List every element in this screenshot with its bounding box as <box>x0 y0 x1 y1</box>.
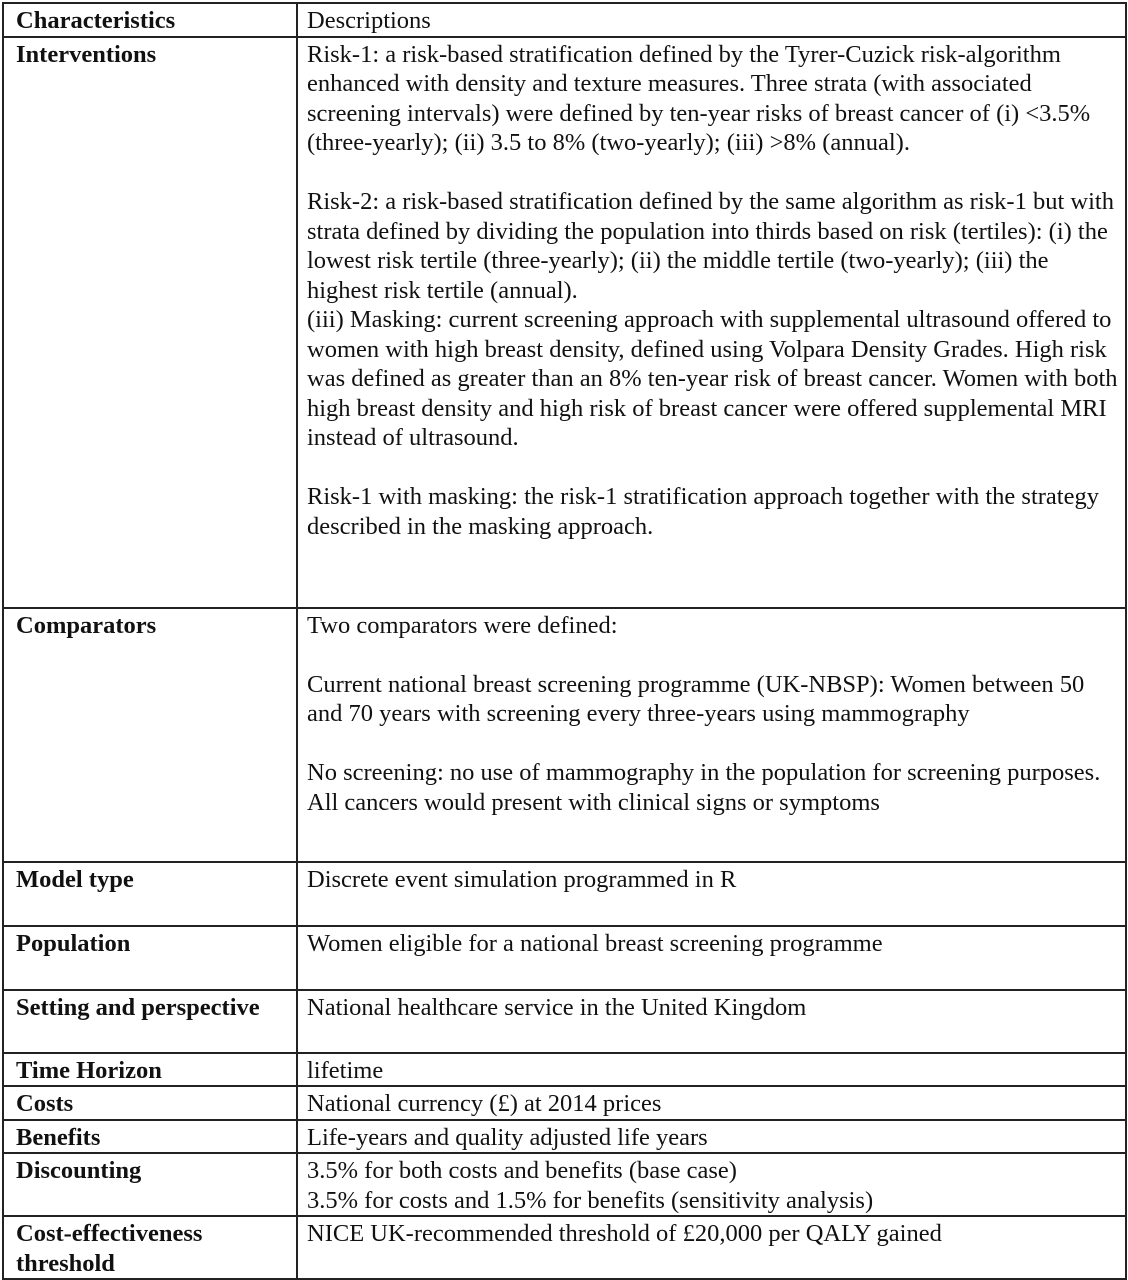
row-interventions <box>3 37 1126 608</box>
row-setting-and-perspective <box>3 990 1126 1053</box>
row-description-model-type: Discrete event simulation programmed in R <box>297 862 1126 926</box>
row-label-costs: Costs <box>3 1086 297 1120</box>
comparators-intro: Two comparators were defined: <box>307 611 618 639</box>
discounting-base-case: 3.5% for both costs and benefits (base case) <box>307 1157 737 1184</box>
intervention-risk-2: Risk-2: a risk-based stratification defined by the same algorithm as risk-1 but with strata defined by dividing the population into thirds based on risk (tertiles): (i) the lowest risk tertile (three-yearly); (ii) the middle tertile (two-yearly); (iii) the highest risk tertile (annual). <box>307 188 1114 304</box>
row-description-interventions <box>297 37 1126 608</box>
row-description-comparators <box>297 608 1126 862</box>
table-header-row <box>3 3 1126 37</box>
row-description-time-horizon: lifetime <box>297 1053 1126 1087</box>
row-cost-effectiveness-threshold <box>3 1216 1126 1279</box>
discounting-sensitivity: 3.5% for costs and 1.5% for benefits (sensitivity analysis) <box>307 1186 874 1214</box>
row-label-benefits: Benefits <box>3 1120 297 1154</box>
row-description-discounting <box>297 1153 1126 1216</box>
header-descriptions: Descriptions <box>297 3 1126 37</box>
row-costs <box>3 1086 1126 1120</box>
row-description-setting-and-perspective: National healthcare service in the United Kingdom <box>297 990 1126 1053</box>
row-label-time-horizon: Time Horizon <box>3 1053 297 1087</box>
intervention-risk-1: Risk-1: a risk-based stratification defined by the Tyrer-Cuzick risk-algorithm enhanced with density and texture measures. Three strata (with associated screening intervals) were defined by ten-year risks of breast cancer of (i) <3.5% (three-yearly); (ii) 3.5 to 8% (two-yearly); (iii) >8% (annual). <box>307 40 1091 156</box>
header-characteristics: Characteristics <box>3 3 297 37</box>
row-label-comparators: Comparators <box>3 608 297 862</box>
intervention-risk-1-with-masking: Risk-1 with masking: the risk-1 stratification approach together with the strategy described in the masking approach. <box>307 483 1099 540</box>
row-discounting <box>3 1153 1126 1216</box>
characteristics-table <box>2 2 1127 1280</box>
row-description-costs: National currency (£) at 2014 prices <box>297 1086 1126 1120</box>
row-label-setting-and-perspective: Setting and perspective <box>3 990 297 1053</box>
row-model-type <box>3 862 1126 926</box>
row-label-cost-effectiveness-threshold: Cost-effectiveness threshold <box>3 1216 297 1279</box>
row-label-model-type: Model type <box>3 862 297 926</box>
intervention-masking: (iii) Masking: current screening approach with supplemental ultrasound offered to women with high breast density, defined using Volpara Density Grades. High risk was defined as greater than an 8% ten-year risk of breast cancer. Women with both high breast density and high risk of breast cancer were offered supplemental MRI instead of ultrasound. <box>307 306 1118 451</box>
row-benefits <box>3 1120 1126 1154</box>
row-time-horizon <box>3 1053 1126 1087</box>
row-description-population: Women eligible for a national breast screening programme <box>297 926 1126 990</box>
row-comparators <box>3 608 1126 862</box>
row-description-cost-effectiveness-threshold: NICE UK-recommended threshold of £20,000 per QALY gained <box>297 1216 1126 1279</box>
comparator-no-screening: No screening: no use of mammography in the population for screening purposes. All cancers would present with clinical signs or symptoms <box>307 759 1101 816</box>
row-label-interventions: Interventions <box>3 37 297 608</box>
row-label-population: Population <box>3 926 297 990</box>
row-description-benefits: Life-years and quality adjusted life years <box>297 1120 1126 1154</box>
comparator-uk-nbsp: Current national breast screening programme (UK-NBSP): Women between 50 and 70 years with screening every three-years using mammography <box>307 670 1085 727</box>
row-label-discounting: Discounting <box>3 1153 297 1216</box>
row-population <box>3 926 1126 990</box>
